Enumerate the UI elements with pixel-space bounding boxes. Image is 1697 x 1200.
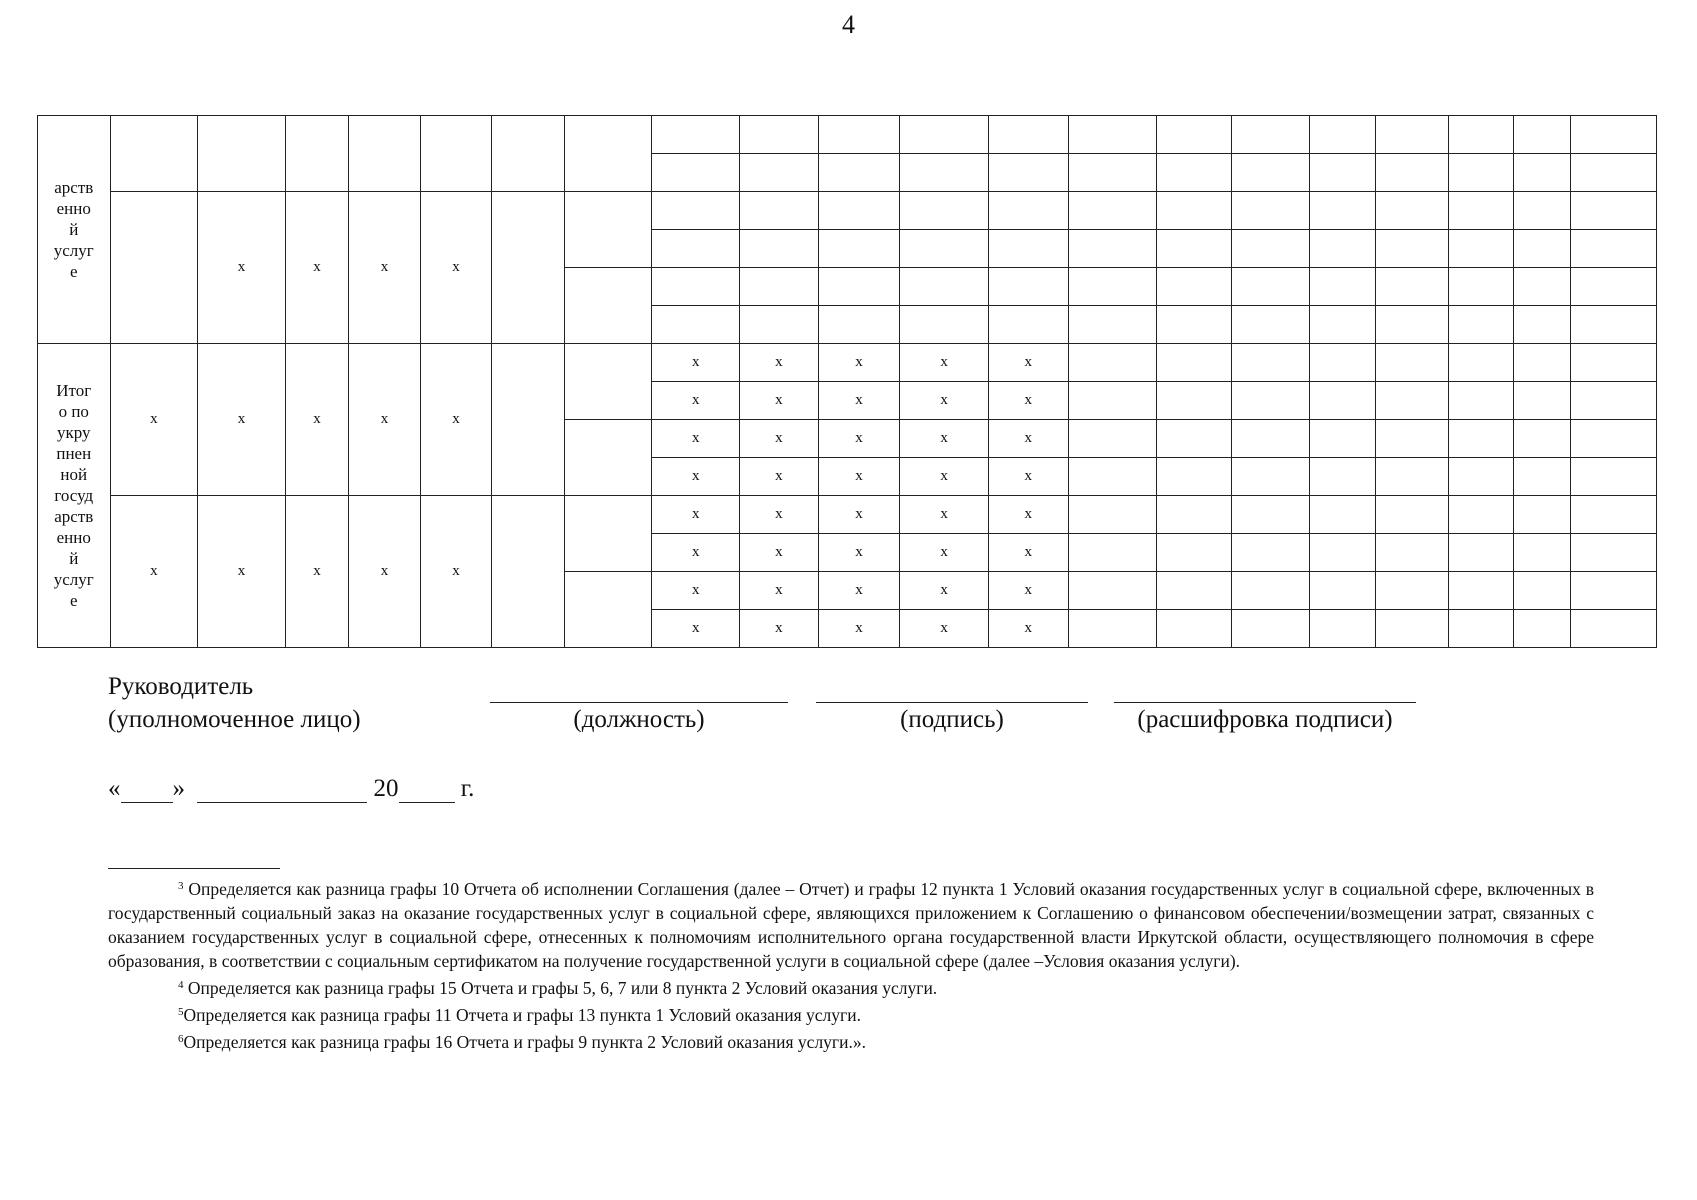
footnotes bbox=[108, 874, 1594, 1054]
cell-mark: x bbox=[110, 344, 198, 496]
cell-mark: x bbox=[900, 534, 989, 572]
cell-mark: x bbox=[818, 534, 900, 572]
cell-mark: x bbox=[652, 572, 740, 610]
cell-mark: x bbox=[349, 496, 421, 648]
footnote: $^4$ Определяется как разница графы 15 Отчета и графы 5, 6, 7 или 8 пункта 2 Условий оказания услуги. bbox=[178, 978, 938, 998]
cell-mark: x bbox=[740, 344, 819, 382]
cell-mark: x bbox=[740, 534, 819, 572]
report-table bbox=[37, 115, 1657, 648]
cell-mark: x bbox=[652, 534, 740, 572]
cell-mark: x bbox=[652, 344, 740, 382]
cell-mark: x bbox=[988, 572, 1068, 610]
position-field bbox=[490, 702, 788, 735]
cell-mark: x bbox=[988, 458, 1068, 496]
cell-mark: x bbox=[988, 382, 1068, 420]
cell-mark: x bbox=[110, 496, 198, 648]
cell-mark: x bbox=[818, 344, 900, 382]
decoding-line bbox=[1114, 702, 1416, 703]
cell-mark: x bbox=[285, 344, 348, 496]
cell-mark: x bbox=[420, 344, 492, 496]
cell-mark: x bbox=[818, 496, 900, 534]
table-row bbox=[38, 192, 1657, 230]
cell-mark: x bbox=[900, 572, 989, 610]
signature-field bbox=[816, 702, 1088, 735]
position-line bbox=[490, 702, 788, 703]
cell-mark: x bbox=[349, 344, 421, 496]
cell-mark: x bbox=[988, 610, 1068, 648]
signature-caption: (подпись) bbox=[900, 706, 1004, 733]
cell-mark: x bbox=[740, 572, 819, 610]
cell-mark: x bbox=[198, 496, 286, 648]
cell-mark: x bbox=[988, 420, 1068, 458]
footnote-separator bbox=[108, 868, 280, 869]
footnote: $^3$ Определяется как разница графы 10 Отчета об исполнении Соглашения (далее – Отчет) и графы 12 пункта 1 Условий оказания государственных услуг в социальной сфере, включенных в государственный социальный заказ на оказание государственных услуг в социальной сфере, являющихся приложением к Соглашению о финансовом обеспечении/возмещении затрат, связанных с оказанием государственных услуг в социальной сфере, отнесенных к полномочиям исполнительного органа государственной власти Иркутской области, осуществляющего полномочия в сфере образования, в соответствии с социальным сертификатом на получение государственной услуги в социальной сфере (далее –Условия оказания услуги). bbox=[108, 879, 1594, 971]
table-row bbox=[38, 116, 1657, 154]
cell-mark: x bbox=[818, 382, 900, 420]
cell-mark: x bbox=[420, 192, 492, 344]
cell-mark: x bbox=[818, 458, 900, 496]
cell-mark: x bbox=[652, 420, 740, 458]
cell-mark: x bbox=[818, 610, 900, 648]
footnote: $^6$Определяется как разница графы 16 Отчета и графы 9 пункта 2 Условий оказания услуги.». bbox=[178, 1032, 866, 1052]
cell-mark: x bbox=[900, 458, 989, 496]
cell-mark: x bbox=[988, 344, 1068, 382]
cell-mark: x bbox=[900, 420, 989, 458]
page-number: 4 bbox=[842, 10, 855, 39]
year-blank bbox=[399, 778, 455, 803]
cell-mark: x bbox=[988, 534, 1068, 572]
cell-mark: x bbox=[740, 496, 819, 534]
month-blank bbox=[197, 778, 367, 803]
cell-mark: x bbox=[652, 496, 740, 534]
cell-mark: x bbox=[818, 420, 900, 458]
cell-mark: x bbox=[818, 572, 900, 610]
decoding-caption: (расшифровка подписи) bbox=[1137, 706, 1393, 733]
cell-mark: x bbox=[420, 496, 492, 648]
cell-mark: x bbox=[900, 382, 989, 420]
signature-block bbox=[108, 670, 1428, 745]
cell-mark: x bbox=[740, 420, 819, 458]
cell-mark: x bbox=[900, 496, 989, 534]
decoding-field bbox=[1114, 702, 1416, 735]
total-label-cell: Итог о по укру пнен ной госуд арств енно й услуг е bbox=[38, 344, 111, 648]
table-row bbox=[38, 344, 1657, 382]
footnote: $^5$Определяется как разница графы 11 Отчета и графы 13 пункта 1 Условий оказания услуги. bbox=[178, 1005, 861, 1025]
date-line: « » 20 г. bbox=[108, 775, 475, 802]
cell-mark: x bbox=[740, 610, 819, 648]
cell-mark: x bbox=[740, 382, 819, 420]
signature-line bbox=[816, 702, 1088, 703]
cell-mark: x bbox=[740, 458, 819, 496]
signatory-title: Руководитель (уполномоченное лицо) bbox=[108, 673, 361, 733]
table-row bbox=[38, 496, 1657, 534]
cell-mark: x bbox=[900, 344, 989, 382]
cell-mark: x bbox=[285, 496, 348, 648]
cell-mark: x bbox=[198, 344, 286, 496]
cell-mark: x bbox=[652, 382, 740, 420]
cell-mark: x bbox=[285, 192, 348, 344]
cell-mark: x bbox=[652, 610, 740, 648]
cell-mark: x bbox=[652, 458, 740, 496]
cell-mark: x bbox=[988, 496, 1068, 534]
cell-mark: x bbox=[349, 192, 421, 344]
cell-mark: x bbox=[900, 610, 989, 648]
row-label-cell: арств енно й услуг е bbox=[38, 116, 111, 344]
cell-mark: x bbox=[198, 192, 286, 344]
day-blank bbox=[121, 778, 173, 803]
position-caption: (должность) bbox=[573, 706, 705, 733]
